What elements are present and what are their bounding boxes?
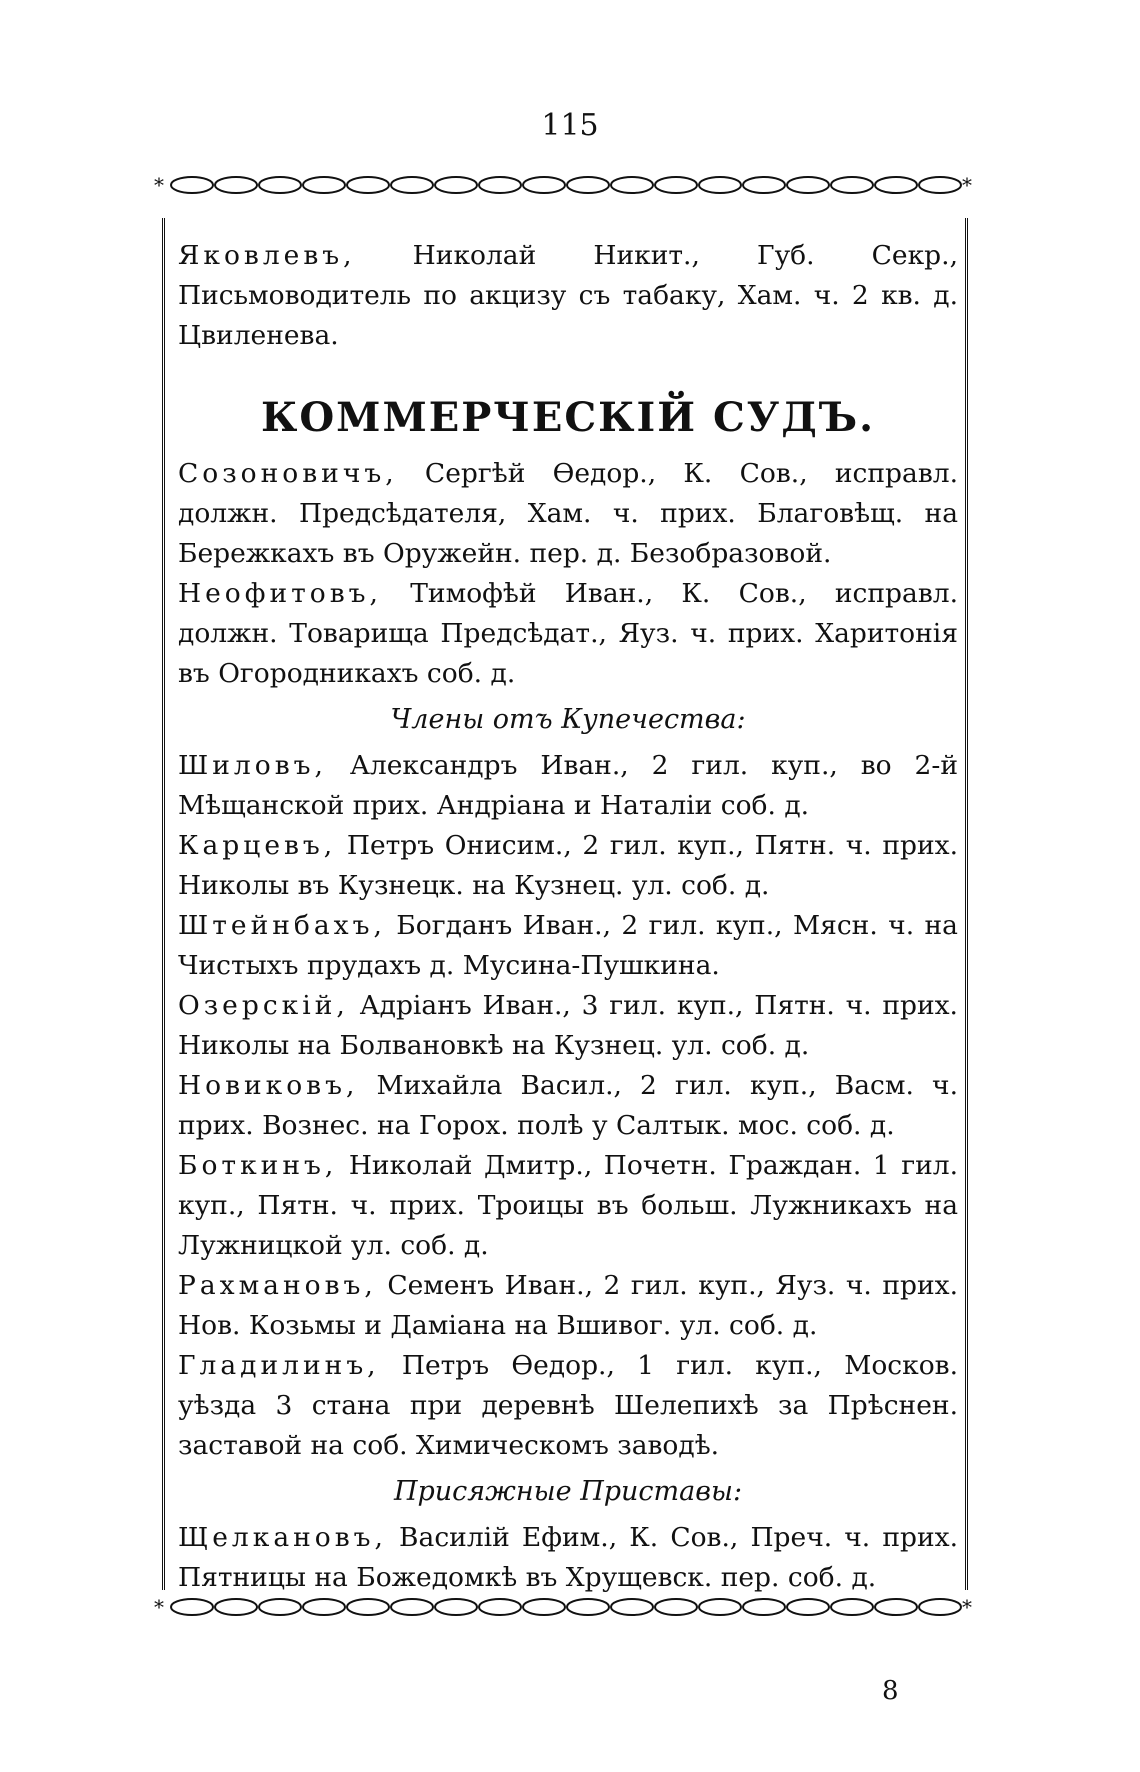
- entry-text: Богданъ Иван., 2 гил. куп., Мясн. ч. на Чистыхъ прудахъ д. Мусина-Пушкина.: [178, 910, 958, 981]
- entry-text: Александръ Иван., 2 гил. куп., во 2-й Мѣщанской прих. Андріана и Наталіи соб. д.: [178, 750, 958, 821]
- section-heading: КОММЕРЧЕСКІЙ СУДЪ.: [260, 394, 876, 441]
- entry: [178, 1266, 958, 1346]
- entry-text: Василій Ефим., К. Сов., Преч. ч. прих. Пятницы на Божедомкѣ въ Хрущевск. пер. соб. д.: [178, 1522, 958, 1593]
- entry-name: Озерскій,: [178, 990, 349, 1021]
- entry-name: Рахмановъ,: [178, 1270, 377, 1301]
- entry-name: Гладилинъ,: [178, 1350, 380, 1381]
- entry-name: Шиловъ,: [178, 750, 327, 781]
- entry-name: Новиковъ,: [178, 1070, 359, 1101]
- entry-name: Штейнбахъ,: [178, 910, 386, 941]
- entry: [178, 906, 958, 986]
- subheading-bailiffs: Присяжные Приставы:: [393, 1476, 743, 1507]
- svg-text:*: *: [962, 173, 972, 197]
- entry-text: Семенъ Иван., 2 гил. куп., Яуз. ч. прих. Нов. Козьмы и Даміана на Вшивог. ул. соб. д.: [178, 1270, 958, 1341]
- entry: [178, 574, 958, 694]
- bottom-ornament-rule: [150, 1590, 980, 1624]
- entry: [178, 454, 958, 574]
- entry: [178, 986, 958, 1066]
- entry-text: Адріанъ Иван., 3 гил. куп., Пятн. ч. прих. Николы на Болвановкѣ на Кузнец. ул. соб. д.: [178, 990, 958, 1061]
- entry-name: Карцевъ,: [178, 830, 337, 861]
- entry-text: Петръ Онисим., 2 гил. куп., Пятн. ч. прих. Николы въ Кузнецк. на Кузнец. ул. соб. д.: [178, 830, 958, 901]
- top-ornament-rule: [150, 168, 980, 202]
- entry: [178, 236, 958, 356]
- entry: [178, 826, 958, 906]
- entry-text: Сергѣй Ѳедор., К. Сов., исправл. должн. Предсѣдателя, Хам. ч. прих. Благовѣщ. на Бережкахъ въ Оружейн. пер. д. Безобразовой.: [178, 458, 958, 569]
- entries-bailiffs: [178, 1518, 958, 1598]
- svg-text:*: *: [154, 173, 164, 197]
- entry-text: Михайла Васил., 2 гил. куп., Васм. ч. прих. Вознес. на Горох. полѣ у Салтык. мос. соб. д.: [178, 1070, 958, 1141]
- entry: [178, 1518, 958, 1598]
- entries-members: [178, 746, 958, 1466]
- entry: [178, 1146, 958, 1266]
- entry-name: Созоновичъ,: [178, 458, 398, 489]
- signature-mark: 8: [882, 1676, 899, 1706]
- svg-text:*: *: [962, 1595, 972, 1619]
- entry: [178, 1346, 958, 1466]
- entry: [178, 746, 958, 826]
- entry-text: Николай Дмитр., Почетн. Граждан. 1 гил. куп., Пятн. ч. прих. Троицы въ больш. Лужникахъ на Лужницкой ул. соб. д.: [178, 1150, 958, 1261]
- entry-name: Боткинъ,: [178, 1150, 338, 1181]
- entry-name: Яковлевъ,: [178, 240, 356, 271]
- subheading-members: Члены отъ Купечества:: [390, 704, 746, 735]
- page-number: 115: [541, 108, 599, 143]
- page-content: [178, 236, 958, 1598]
- entry-text: Петръ Ѳедор., 1 гил. куп., Москов. уѣзда 3 стана при деревнѣ Шелепихѣ за Прѣснен. заставой на соб. Химическомъ заводѣ.: [178, 1350, 958, 1461]
- entries-court: [178, 454, 958, 694]
- svg-text:*: *: [154, 1595, 164, 1619]
- entry: [178, 1066, 958, 1146]
- entry-text: Николай Никит., Губ. Секр., Письмоводитель по акцизу съ табаку, Хам. ч. 2 кв. д. Цвиленева.: [178, 240, 958, 351]
- entries-top: [178, 236, 958, 356]
- entry-name: Неофитовъ,: [178, 578, 382, 609]
- entry-name: Щелкановъ,: [178, 1522, 387, 1553]
- entry-text: Тимофѣй Иван., К. Сов., исправл. должн. Товарища Предсѣдат., Яуз. ч. прих. Харитонія въ Огородникахъ соб. д.: [178, 578, 958, 689]
